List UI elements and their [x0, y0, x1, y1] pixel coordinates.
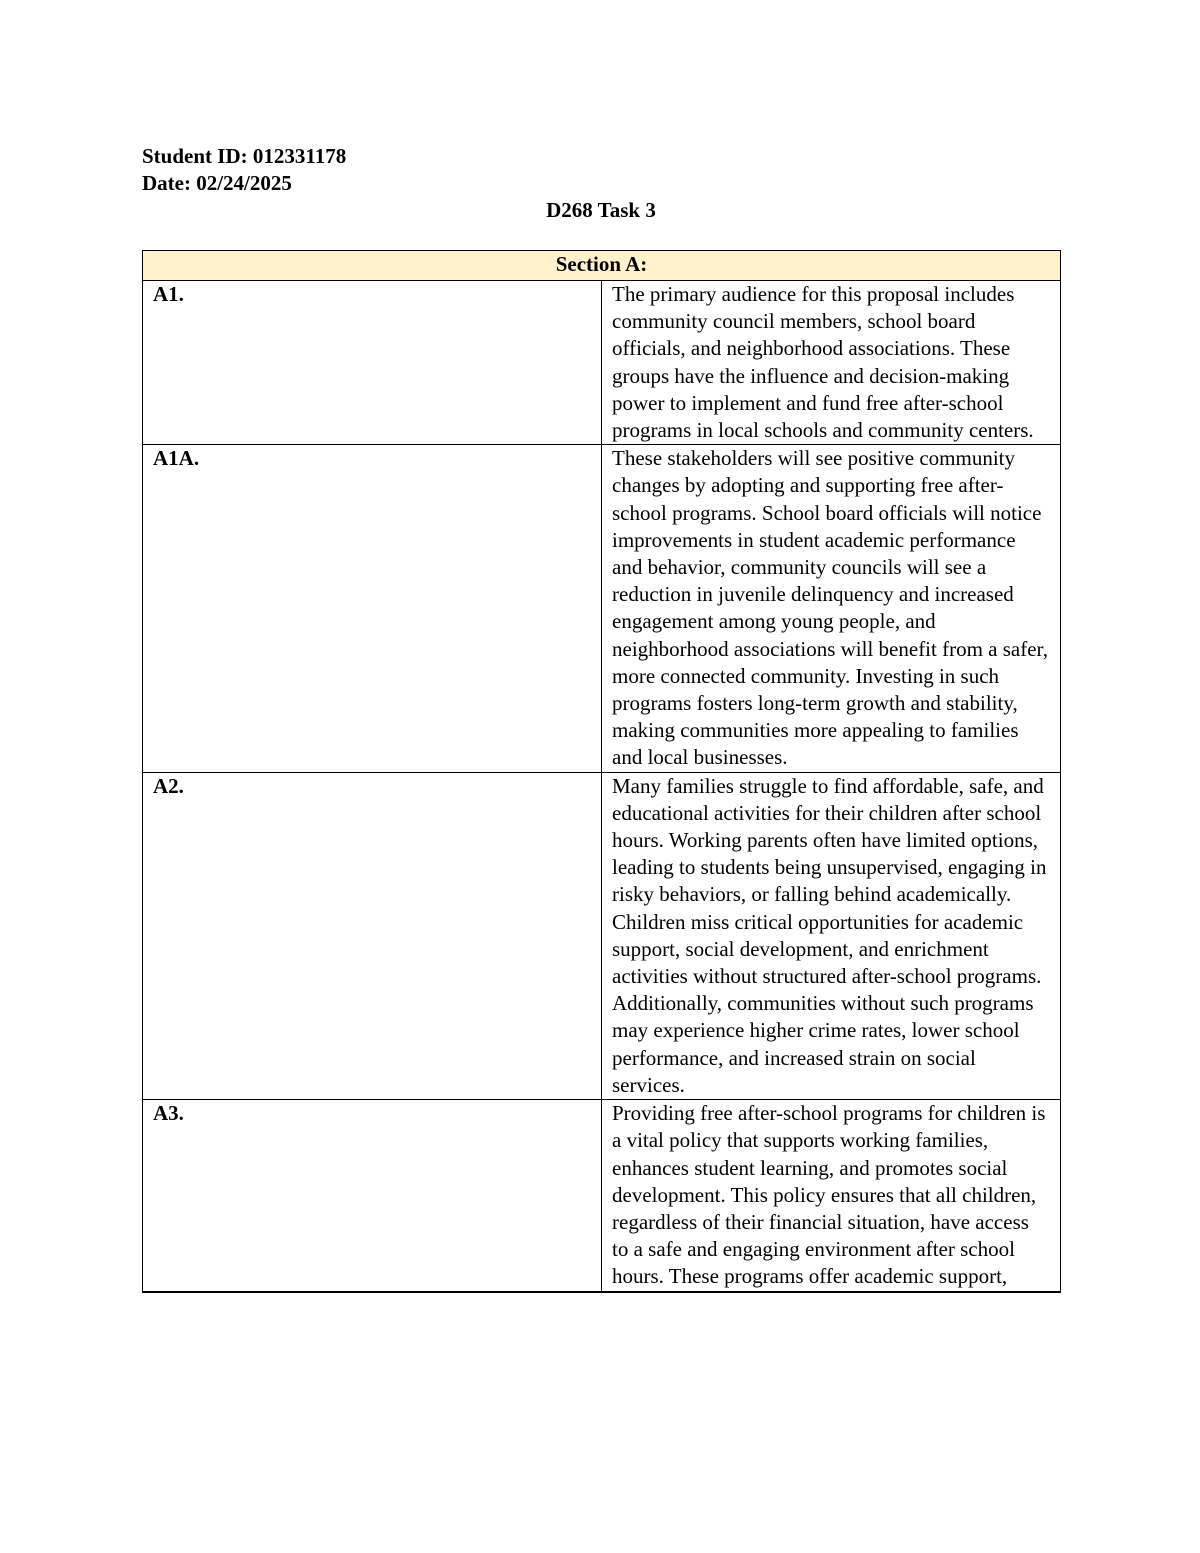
- row-label: A2.: [143, 772, 602, 1099]
- document-title: D268 Task 3: [546, 198, 656, 222]
- table-row: [143, 445, 1061, 772]
- row-label: A1A.: [143, 445, 602, 772]
- section-header: Section A:: [143, 251, 1061, 281]
- section-a-table: [142, 250, 1061, 1293]
- row-text: The primary audience for this proposal includes community council members, school board officials, and neighborhood associations. These groups have the influence and decision-making power to implement and fund free after-school programs in local schools and community centers.: [602, 281, 1061, 445]
- row-text: Many families struggle to find affordable, safe, and educational activities for their children after school hours. Working parents often have limited options, leading to students being unsupervised, engaging in risky behaviors, or falling behind academically. Children miss critical opportunities for academic support, social development, and enrichment activities without structured after-school programs. Additionally, communities without such programs may experience higher crime rates, lower school performance, and increased strain on social services.: [602, 772, 1061, 1099]
- table-row: [143, 1100, 1061, 1292]
- table-row: [143, 772, 1061, 1099]
- row-text: These stakeholders will see positive community changes by adopting and supporting free after-school programs. School board officials will notice improvements in student academic performance and behavior, community councils will see a reduction in juvenile delinquency and increased engagement among young people, and neighborhood associations will benefit from a safer, more connected community. Investing in such programs fosters long-term growth and stability, making communities more appealing to families and local businesses.: [602, 445, 1061, 772]
- row-text: Providing free after-school programs for children is a vital policy that supports working families, enhances student learning, and promotes social development. This policy ensures that all children, regardless of their financial situation, have access to a safe and engaging environment after school hours. These programs offer academic support,: [602, 1100, 1061, 1292]
- table-row: [143, 281, 1061, 445]
- date-line: Date: 02/24/2025: [142, 171, 292, 195]
- student-id: Student ID: 012331178: [142, 144, 347, 168]
- row-label: A1.: [143, 281, 602, 445]
- row-label: A3.: [143, 1100, 602, 1292]
- section-header-row: [143, 251, 1061, 281]
- document-header: [142, 143, 1060, 224]
